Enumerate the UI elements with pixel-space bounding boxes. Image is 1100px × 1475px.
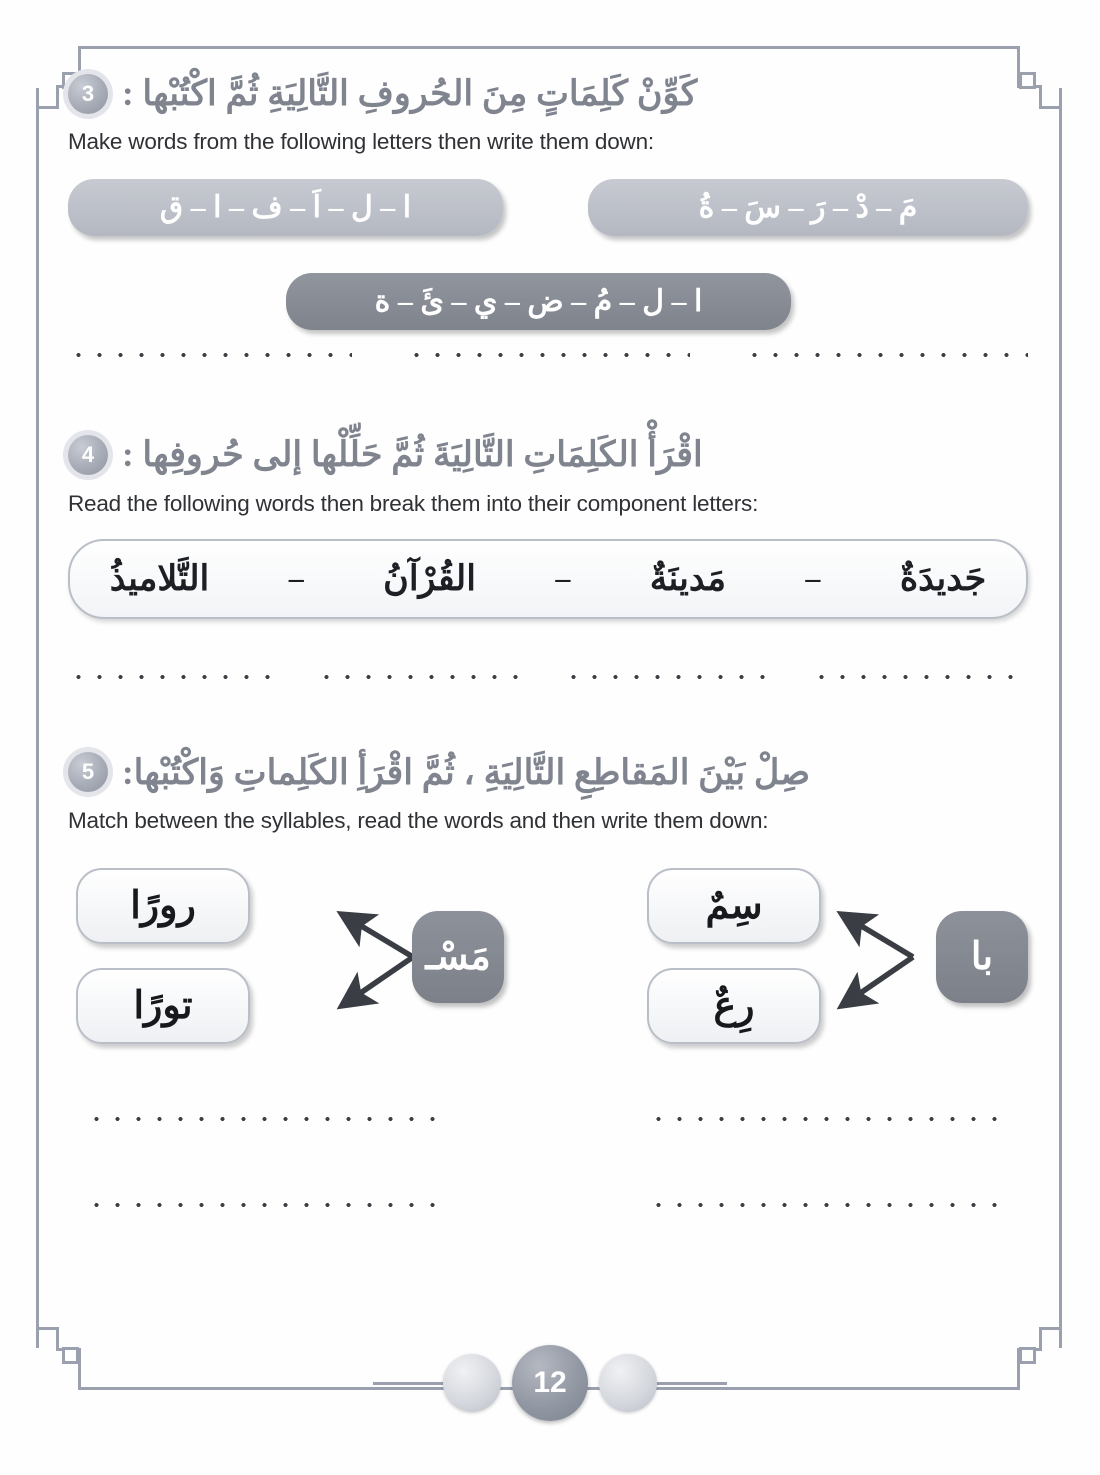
- footer-decoration-circle-left: [443, 1354, 501, 1412]
- answer-dots-segment[interactable]: [811, 667, 1029, 687]
- word-item[interactable]: جَديدَةٌ: [899, 558, 987, 598]
- syllable-target-simun[interactable]: سِمٌ: [647, 868, 821, 944]
- word-separator: –: [288, 561, 304, 595]
- syllable-target-turan[interactable]: تورًا: [76, 968, 250, 1044]
- question-3-arabic-prompt: كَوِّنْ كَلِمَاتٍ مِنَ الحُروفِ التَّالِيَةِ ثُمَّ اكْتُبْها :: [122, 74, 698, 113]
- word-item[interactable]: مَدينَةٌ: [649, 558, 726, 598]
- answer-dots-segment[interactable]: [68, 667, 286, 687]
- question-4-answer-line[interactable]: [68, 667, 1028, 687]
- answer-dots-segment[interactable]: [648, 1195, 1010, 1215]
- answer-dots-segment[interactable]: [648, 1109, 1010, 1129]
- word-separator: –: [555, 561, 571, 595]
- answer-dots-segment[interactable]: [406, 345, 690, 365]
- page-footer: [0, 1343, 1100, 1423]
- answer-dots-segment[interactable]: [68, 345, 352, 365]
- syllable-target-ruran[interactable]: رورًا: [76, 868, 250, 944]
- question-5-answer-line-1[interactable]: [68, 1109, 1028, 1129]
- question-5-heading: [68, 749, 1028, 796]
- syllable-source-ba[interactable]: با: [936, 911, 1028, 1003]
- syllable-target-riun[interactable]: رِعٌ: [647, 968, 821, 1044]
- page-number-badge: 12: [512, 1345, 588, 1421]
- question-5-english-prompt: Match between the syllables, read the words and then write them down:: [68, 807, 769, 833]
- answer-dots-segment[interactable]: [744, 345, 1028, 365]
- question-5-answer-line-2[interactable]: [68, 1195, 1028, 1215]
- word-item[interactable]: التَّلاميذُ: [109, 558, 210, 598]
- syllable-match-diagram: [68, 860, 1028, 1075]
- question-3-heading: [68, 70, 1028, 117]
- question-4-english-prompt: Read the following words then break them into their component letters:: [68, 490, 759, 516]
- answer-dots-segment[interactable]: [86, 1195, 448, 1215]
- letter-pill-alafaq[interactable]: ا – ل – اَ – ف – ا – ق: [68, 179, 503, 236]
- question-3-answer-line[interactable]: [68, 345, 1028, 365]
- footer-rule-right: [647, 1382, 727, 1385]
- answer-dots-segment[interactable]: [563, 667, 781, 687]
- question-4: [68, 431, 1028, 686]
- question-4-words-box[interactable]: [68, 539, 1028, 619]
- syllable-source-mas[interactable]: مَسْـ: [412, 911, 504, 1003]
- question-5: [68, 749, 1028, 1215]
- word-separator: –: [805, 561, 821, 595]
- answer-dots-segment[interactable]: [86, 1109, 448, 1129]
- footer-decoration-circle-right: [599, 1354, 657, 1412]
- word-item[interactable]: القُرْآنُ: [383, 558, 476, 598]
- footer-rule-left: [373, 1382, 453, 1385]
- question-5-arabic-prompt: صِلْ بَيْنَ المَقاطِعِ التَّالِيَةِ ، ثُمَّ اقْرَأِ الكَلِماتِ وَاكْتُبْها:: [122, 752, 811, 792]
- question-3: [68, 70, 1028, 365]
- question-3-english-prompt: Make words from the following letters then write them down:: [68, 129, 654, 155]
- answer-dots-segment[interactable]: [316, 667, 534, 687]
- letter-pill-madrasatun[interactable]: مَ – دْ – رَ – سَ – ةُ: [588, 179, 1028, 236]
- worksheet-content: [68, 70, 1028, 1215]
- question-number-badge-5: 5: [68, 752, 108, 792]
- question-number-badge-3: 3: [68, 74, 108, 114]
- question-number-badge-4: 4: [68, 435, 108, 475]
- question-4-heading: [68, 431, 1028, 478]
- question-4-arabic-prompt: اقْرَأْ الكَلِمَاتِ التَّالِيَةَ ثُمَّ حَلِّلْها إلى حُروفِها :: [122, 435, 703, 475]
- letter-pill-almudiah[interactable]: ا – ل – مُ – ض – ي – ئَ – ة: [286, 273, 791, 330]
- question-3-letter-pills: [68, 179, 1028, 319]
